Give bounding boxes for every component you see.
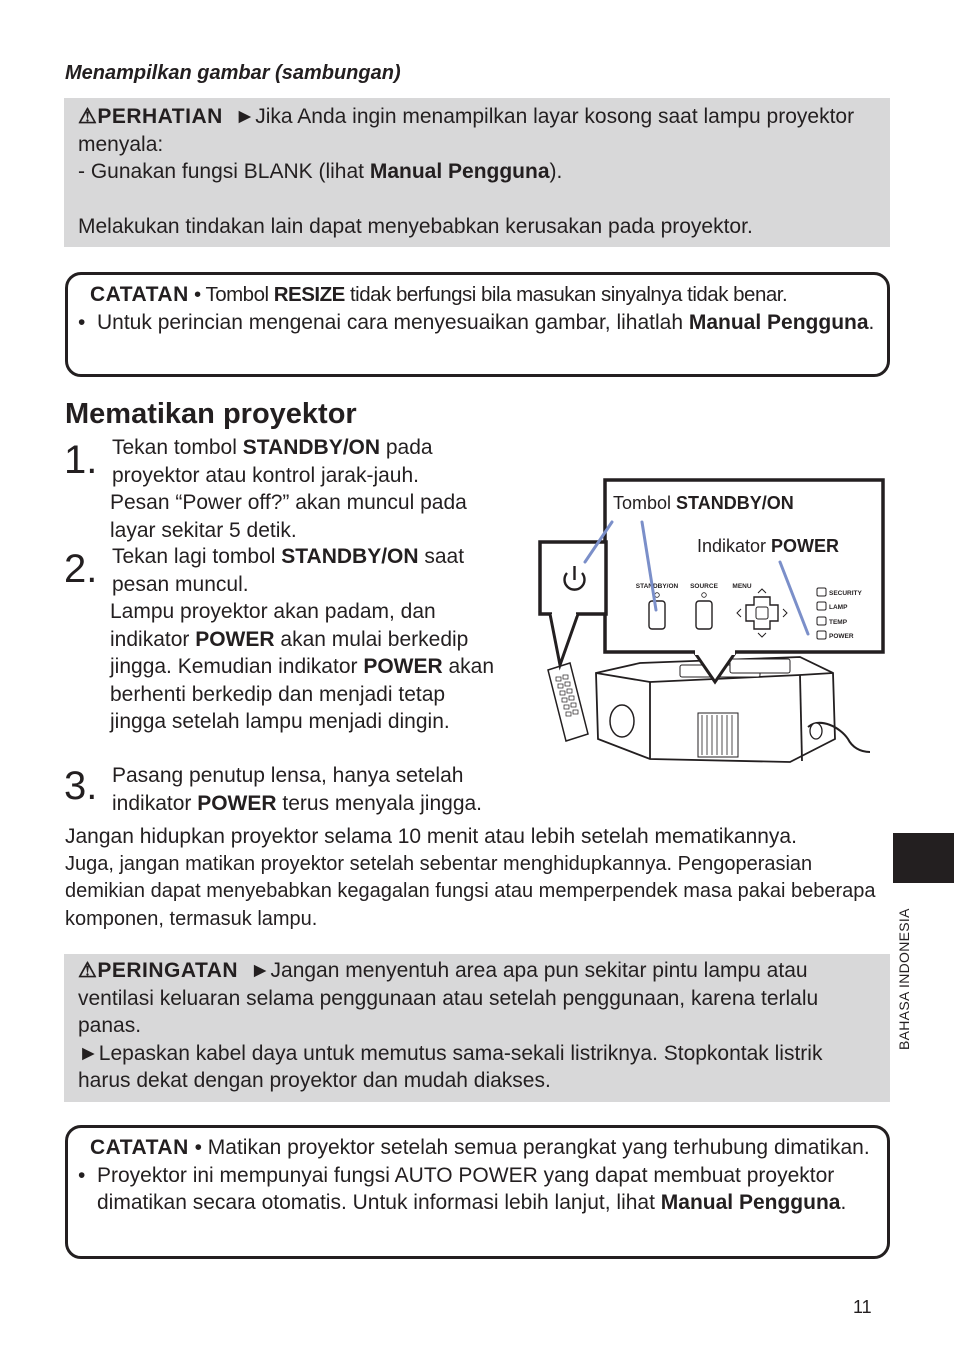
power-indicator-callout-label xyxy=(697,535,839,557)
caution-text: ). xyxy=(549,160,563,183)
language-label: BAHASA INDONESIA xyxy=(896,908,912,1050)
step-text: Tekan tombol xyxy=(112,436,243,459)
warning-paragraph-1 xyxy=(78,957,876,1040)
note-text: Untuk perincian mengenai cara menyesuaikan gambar, lihatlah xyxy=(97,310,689,334)
note-bullet-item xyxy=(78,309,877,337)
step-1-result: Pesan “Power off?” akan muncul pada layar sekitar 5 detik. xyxy=(110,491,467,542)
caution-text: - Gunakan fungsi BLANK (lihat xyxy=(78,160,370,183)
power-button-callout xyxy=(540,542,606,665)
projector-illustration xyxy=(530,477,890,767)
power-label: POWER xyxy=(195,627,275,651)
note-heading: CATATAN xyxy=(90,1136,189,1159)
page-number: 11 xyxy=(853,1297,872,1317)
note-text: • Matikan proyektor setelah semua perangkat yang terhubung dimatikan. xyxy=(188,1136,870,1159)
power-label: POWER xyxy=(771,536,840,556)
caution-box xyxy=(64,98,890,247)
step-text: akan berhenti berkedip dan menjadi tetap jingga setelah lampu menjadi dingin. xyxy=(110,655,495,733)
indicator-temp: TEMP xyxy=(829,619,848,626)
indicator-security: SECURITY xyxy=(829,590,862,597)
arrow-icon: ► xyxy=(249,959,271,982)
caution-line-1 xyxy=(78,103,876,158)
arrow-icon: ► xyxy=(78,1041,99,1065)
remote-control-icon xyxy=(548,663,588,741)
advice-text: Juga, jangan matikan proyektor setelah sebentar menghidupkannya. Pengoperasian demikian dapat menyebabkan kegagalan fungsi atau memperpendek masa pakai beberapa komponen, termasuk lampu. xyxy=(65,852,876,930)
warning-text: Lepaskan kabel daya untuk memutus sama-sekali listriknya. Stopkontak listrik harus dekat dengan proyektor dan mudah diakses. xyxy=(78,1041,823,1092)
note-text: Proyektor ini mempunyai fungsi AUTO POWER yang dapat membuat proyektor dimatikan secara otomatis. Untuk informasi lebih lanjut, lihat xyxy=(97,1163,835,1214)
step-number: 1. xyxy=(64,438,98,482)
step-text: Pasang penutup lensa, hanya setelah indikator xyxy=(112,764,464,815)
note-line-1 xyxy=(78,281,877,309)
note-line-1 xyxy=(78,1134,877,1162)
warning-box xyxy=(64,954,890,1102)
power-label: POWER xyxy=(363,655,443,678)
caution-line-3: Melakukan tindakan lain dapat menyebabkan kerusakan pada proyektor. xyxy=(78,215,753,238)
warning-heading: ⚠PERINGATAN xyxy=(78,959,239,982)
caution-line-2 xyxy=(78,158,876,186)
language-tab xyxy=(893,833,954,883)
section-heading: Mematikan proyektor xyxy=(65,398,357,430)
source-button-label: SOURCE xyxy=(690,583,718,590)
standby-label: STANDBY/ON xyxy=(676,493,794,513)
note-text: tidak berfungsi bila masukan sinyalnya tidak benar. xyxy=(344,283,788,306)
warning-paragraph-2 xyxy=(78,1040,876,1095)
standby-label: STANDBY/ON xyxy=(242,436,381,459)
standby-button-callout-label xyxy=(613,492,794,514)
note-text: . xyxy=(840,1191,847,1214)
note-bullet-item xyxy=(78,1162,877,1217)
step-number: 2. xyxy=(64,547,98,591)
power-label: POWER xyxy=(197,791,277,815)
shutdown-advice xyxy=(65,823,885,933)
note-text: . xyxy=(868,310,875,334)
manual-reference: Manual Pengguna xyxy=(369,160,550,183)
manual-reference: Manual Pengguna xyxy=(660,1191,841,1214)
step-text: saat pesan muncul. xyxy=(112,545,465,596)
standby-button-label: STANDBY/ON xyxy=(635,583,679,590)
note-box xyxy=(65,1125,890,1259)
warning-text: Jangan menyentuh area apa pun sekitar pintu lampu atau ventilasi keluaran selama penggunaan atau setelah penggunaan, karena terlalu panas. xyxy=(78,959,819,1037)
step-text: Lampu proyektor akan padam, dan indikator xyxy=(110,600,436,651)
manual-reference: Manual Pengguna xyxy=(688,310,869,334)
step-3-text xyxy=(112,762,522,817)
indicator-power: POWER xyxy=(829,633,854,640)
menu-button-label: MENU xyxy=(732,583,752,590)
step-1-text xyxy=(112,434,472,489)
caution-text: Jika Anda ingin menampilkan layar kosong saat lampu proyektor menyala: xyxy=(78,105,855,156)
step-text: terus menyala jingga. xyxy=(276,791,483,815)
step-number: 3. xyxy=(64,764,98,808)
indicator-lamp: LAMP xyxy=(829,604,848,611)
note-box xyxy=(65,272,890,377)
arrow-icon: ► xyxy=(234,105,256,128)
figure-label-text: Indikator xyxy=(697,536,772,556)
figure-label-text: Tombol xyxy=(613,493,677,513)
step-2-result xyxy=(110,598,505,736)
projector-body xyxy=(596,657,870,762)
bullet-icon: • xyxy=(78,1163,86,1187)
note-heading: CATATAN xyxy=(90,283,189,306)
step-text: akan mulai berkedip jingga. Kemudian indikator xyxy=(110,627,469,678)
caution-heading: ⚠PERHATIAN xyxy=(78,105,223,128)
bullet-icon: • xyxy=(78,310,86,334)
advice-line: Jangan hidupkan proyektor selama 10 menit atau lebih setelah mematikannya. xyxy=(65,825,797,848)
resize-label: RESIZE xyxy=(273,283,345,306)
standby-label: STANDBY/ON xyxy=(281,545,419,568)
section-subtitle: Menampilkan gambar (sambungan) xyxy=(65,62,401,84)
step-text: Tekan lagi tombol xyxy=(112,545,282,568)
step-2-text xyxy=(112,543,512,598)
note-text: • Tombol xyxy=(188,283,274,306)
step-text: pada proyektor atau kontrol jarak-jauh. xyxy=(112,436,433,487)
